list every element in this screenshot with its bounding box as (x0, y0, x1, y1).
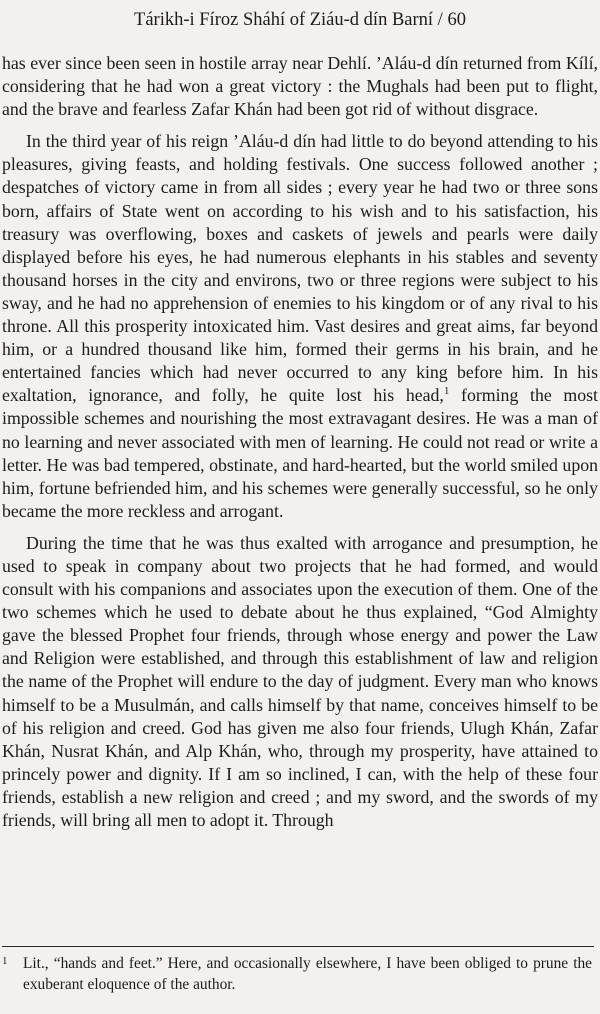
footnote-text: Lit., “hands and feet.” Here, and occasionally elsewhere, I have been obliged to prune the exuberant eloquence of the author. (23, 955, 592, 993)
paragraph-1: has ever since been seen in hostile array near Dehlí. ’Aláu-d dín returned from Kílí, considering that he had won a great victory : the Mughals had been put to flight, and the brave and fearless Zafar Khán had been got rid of without disgrace. (2, 53, 598, 120)
paragraph-2-text-start: In the third year of his reign ’Aláu-d dín had little to do beyond attending to his pleasures, giving feasts, and holding festivals. One success followed another ; despatches of victory came in from all sides ; every year he had two or three sons born, affairs of State went on according to his wish and to his satisfaction, his treasury was overflowing, boxes and caskets of jewels and pearls were daily displayed before his eyes, he had numerous elephants in his stables and seventy thousand horses in the city and environs, two or three regions were subject to his sway, and he had no apprehension of enemies to his kingdom or of any rival to his throne. All this prosperity intoxicated him. Vast desires and great aims, far beyond him, or a hundred thousand like him, formed their germs in his brain, and he entertained fancies which had never occurred to any king before him. In his exaltation, ignorance, and folly, he quite lost his head, (2, 131, 598, 406)
footnote-number: 1 (2, 955, 8, 967)
paragraph-3: During the time that he was thus exalted with arrogance and presumption, he used to speak in company about two projects that he had formed, and would consult with his companions and associates upon the execution of them. One of the two schemes which he used to debate about he thus explained, “God Almighty gave the blessed Prophet four friends, through whose energy and power the Law and Religion were established, and through this establishment of law and religion the name of the Prophet will endure to the day of judgment. Every man who knows himself to be a Musulmán, and calls himself by that name, conceives himself to be of his religion and creed. God has given me also four friends, Ulugh Khán, Zafar Khán, Nusrat Khán, and Alp Khán, who, through my prosperity, have attained to princely power and dignity. If I am so inclined, I can, with the help of these four friends, establish a new religion and creed ; and my sword, and the swords of my friends, will bring all men to adopt it. Through (2, 532, 598, 830)
paragraph-2 (2, 130, 598, 523)
footnote-divider (2, 946, 594, 947)
running-header: Tárikh-i Fíroz Sháhí of Ziáu-d dín Barní / 60 (134, 10, 466, 30)
body-text (2, 52, 598, 832)
footnote (2, 954, 592, 995)
paragraph-2-text-end: forming the most impossible schemes and nourishing the most extravagant desires. He was a man of no learning and never associated with men of learning. He could not read or write a letter. He was bad tempered, obstinate, and hard-hearted, but the world smiled upon him, fortune befriended him, and his schemes were generally successful, so he only became the more reckless and arrogant. (2, 385, 598, 521)
footnote-reference: 1 (443, 385, 450, 398)
